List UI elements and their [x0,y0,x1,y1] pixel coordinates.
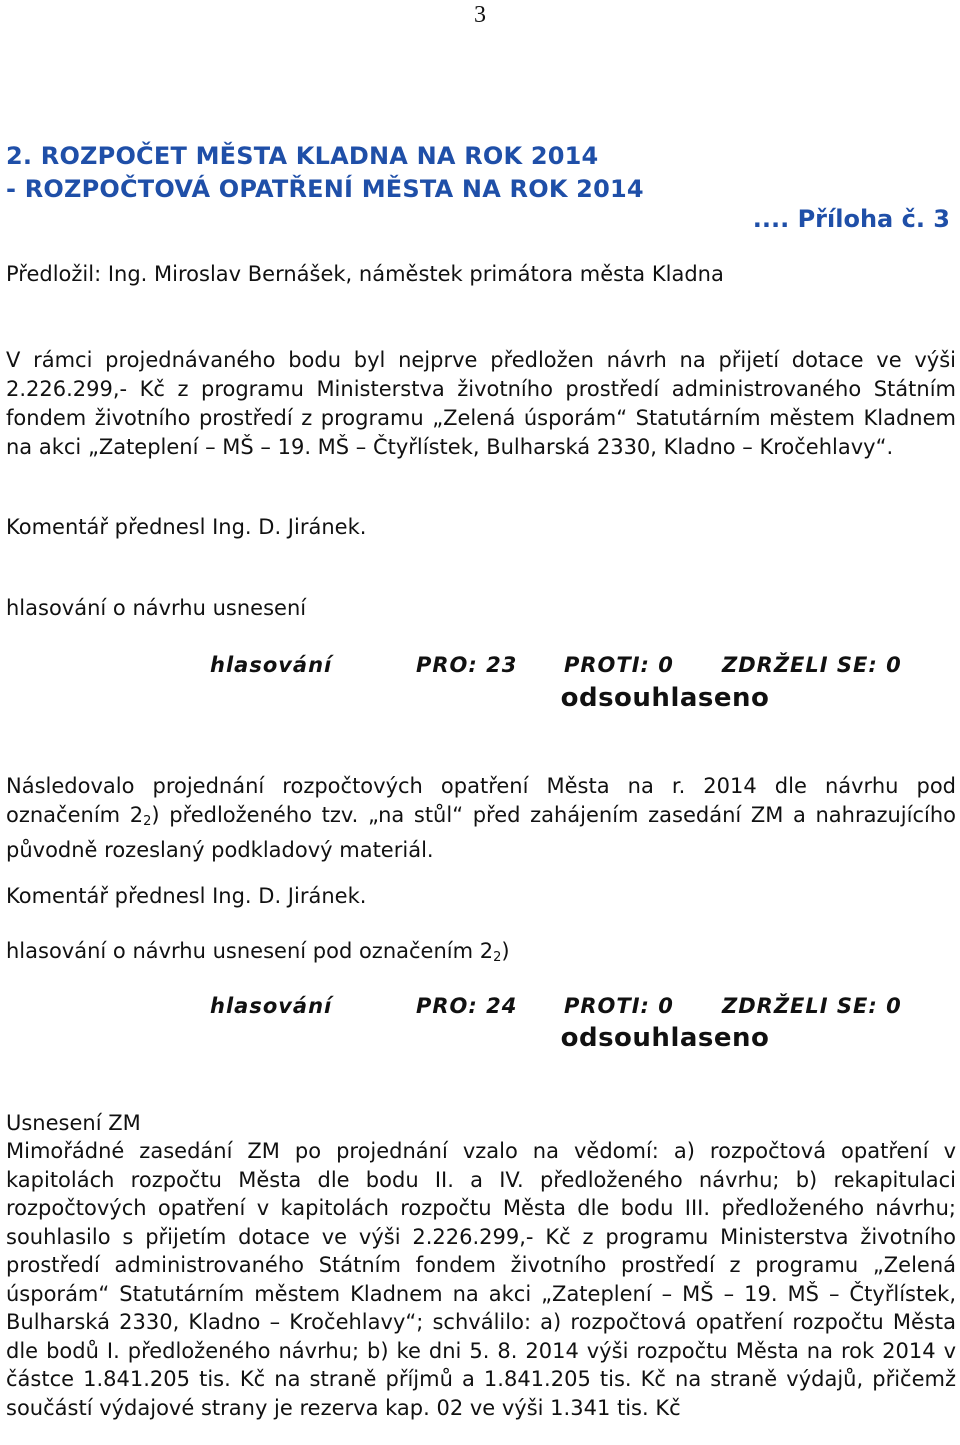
vote-title [6,939,510,965]
comment-line: Komentář přednesl Ing. D. Jiránek. [6,884,367,908]
vote-result: odsouhlaseno [560,1023,770,1053]
vote-result: odsouhlaseno [560,683,770,713]
vote-zdrzeli: ZDRŽELI SE: 0 [722,994,902,1018]
comment-line: Komentář přednesl Ing. D. Jiránek. [6,515,367,539]
resolution-text: Mimořádné zasedání ZM po projednání vzalo na vědomí: a) rozpočtová opatření v kapitolách rozpočtu Města dle bodu II. a IV. předloženého návrhu; b) rekapitulaci rozpočtových opatření v kapitolách rozpočtu Města dle bodu III. předloženého návrhu; souhlasilo s přijetím dotace ve výši 2.226.299,- Kč z programu Ministerstva životního prostředí administrovaného Státním fondem životního prostředí z programu „Zelená úsporám“ Statutárním městem Kladnem na akci „Zateplení – MŠ – 19. MŠ – Čtyřlístek, Bulharská 2330, Kladno – Kročehlavy“; schválilo: a) rozpočtová opatření rozpočtu Města dle bodů I. předloženého návrhu; b) ke dni 5. 8. 2014 výši rozpočtu Města na rok 2014 v částce 1.841.205 tis. Kč na straně příjmů a 1.841.205 tis. Kč na straně výdajů, přičemž součástí výdajové strany je rezerva kap. 02 ve výši 1.341 tis. Kč [6,1139,956,1420]
followed-subscript: 2 [143,814,152,829]
vote-pro: PRO: 23 [416,653,518,677]
attachment-label: .... Příloha č. 3 [752,205,950,233]
vote-zdrzeli: ZDRŽELI SE: 0 [722,653,902,677]
vote-pro: PRO: 24 [416,994,518,1018]
section-subheading: - ROZPOČTOVÁ OPATŘENÍ MĚSTA NA ROK 2014 [6,175,644,203]
vote-label: hlasování [210,994,333,1018]
vote-title-text: hlasování o návrhu usnesení pod označením 2 [6,939,494,963]
section-heading: 2. ROZPOČET MĚSTA KLADNA NA ROK 2014 [6,142,599,170]
page-number: 3 [474,2,486,28]
followed-text: Následovalo projednání rozpočtových opatření Města na r. 2014 dle návrhu pod označením 2 [6,774,956,827]
resolution-label: Usnesení ZM [6,1111,141,1135]
vote-proti: PROTI: 0 [564,994,674,1018]
followed-paragraph [6,772,956,865]
vote-title-subscript: 2 [493,950,502,965]
followed-text-after: ) předloženého tzv. „na stůl“ před zahájením zasedání ZM a nahrazujícího původně rozeslaný podkladový materiál. [6,803,957,862]
submitted-by: Předložil: Ing. Miroslav Bernášek, náměstek primátora města Kladna [6,262,724,286]
intro-paragraph: V rámci projednávaného bodu byl nejprve předložen návrh na přijetí dotace ve výši 2.226.299,- Kč z programu Ministerstva životního prostředí administrovaného Státním fondem životního prostředí z programu „Zelená úsporám“ Statutárním městem Kladnem na akci „Zateplení – MŠ – 19. MŠ – Čtyřlístek, Bulharská 2330, Kladno – Kročehlavy“. [6,348,956,459]
vote-title: hlasování o návrhu usnesení [6,596,307,620]
vote-label: hlasování [210,653,333,677]
vote-proti: PROTI: 0 [564,653,674,677]
vote-title-text-after: ) [501,939,510,963]
